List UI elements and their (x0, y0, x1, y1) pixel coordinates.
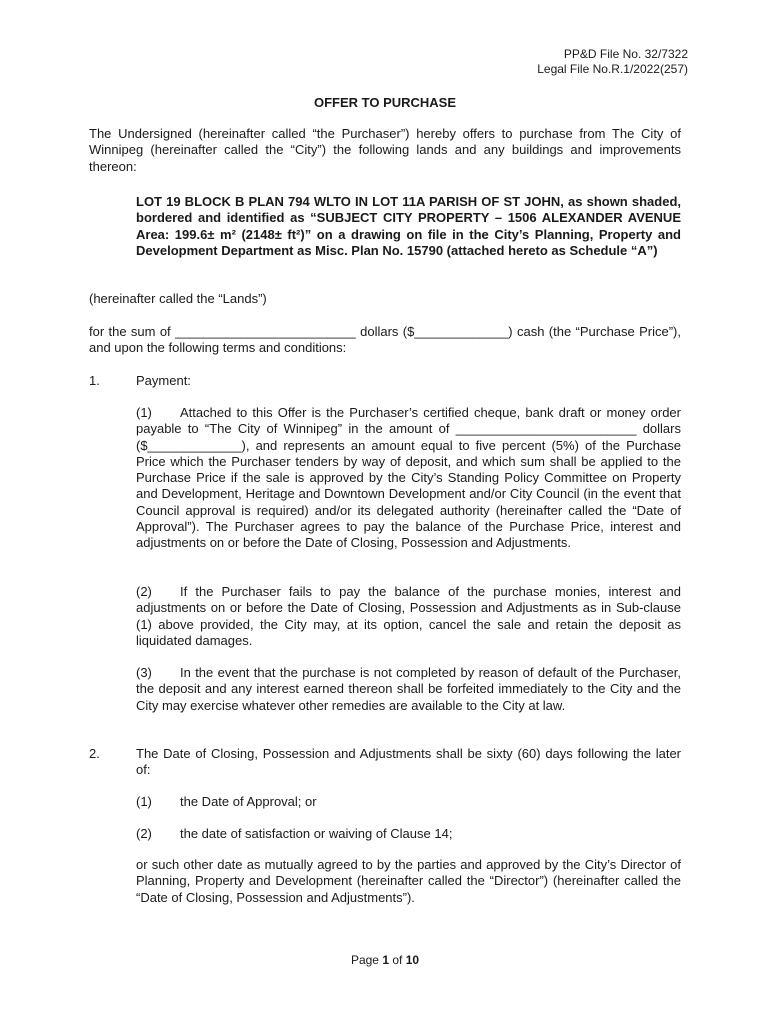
intro-paragraph: The Undersigned (hereinafter called “the Purchaser”) hereby offers to purchase from The City of Winnipeg (hereinafter called the “City”) the following lands and any buildings and improvements thereon: (89, 126, 681, 174)
clause-text: If the Purchaser fails to pay the balance of the purchase monies, interest and adjustments on or before the Date of Closing, Possession and Adjustments as in Sub-clause (1) above provided, the City may, at its option, cancel the sale and retain the deposit as liquidated damages. (136, 584, 681, 648)
ppd-file-number: PP&D File No. 32/7322 (563, 47, 688, 61)
section-1-clause-3 (136, 665, 681, 714)
section-2-closing: or such other date as mutually agreed to by the parties and approved by the City’s Director of Planning, Property and Development (hereinafter called the “Director”) (hereinafter called the “Date of Closing, Possession and Adjustments”). (136, 857, 681, 905)
page-word: Page (350, 953, 379, 967)
section-1-clause-1 (136, 405, 681, 552)
legal-file-number: Legal File No.R.1/2022(257) (537, 62, 688, 76)
section-1-heading: Payment: (136, 373, 191, 388)
lands-description: LOT 19 BLOCK B PLAN 794 WLTO IN LOT 11A PARISH OF ST JOHN, as shown shaded, bordered and identified as “SUBJECT CITY PROPERTY – 1506 ALEXANDER AVENUE Area: 199.6± m² (2148± ft²)” on a drawing on file in the City’s Planning, Property and Development Department as Misc. Plan No. 15790 (attached hereto as Schedule “A”) (136, 194, 681, 258)
file-reference (537, 47, 688, 77)
lands-called-paragraph: (hereinafter called the “Lands”) (89, 291, 267, 306)
clause-text: the Date of Approval; or (180, 794, 317, 809)
section-1-number: 1. (89, 373, 100, 388)
page-footer (0, 952, 770, 968)
document-title: OFFER TO PURCHASE (313, 95, 457, 110)
purchase-price-paragraph: for the sum of _________________________ dollars ($_____________) cash (the “Purchase Price”), and upon the following terms and conditions: (89, 324, 681, 356)
clause-label: (1) (136, 405, 152, 420)
total-pages: 10 (405, 953, 420, 967)
section-1-clause-2 (136, 584, 681, 649)
section-2-heading: The Date of Closing, Possession and Adjustments shall be sixty (60) days following the later of: (136, 746, 681, 778)
clause-text: the date of satisfaction or waiving of Clause 14; (180, 826, 453, 841)
section-2-clause-2 (136, 826, 681, 842)
clause-label: (2) (136, 584, 152, 599)
clause-text: Attached to this Offer is the Purchaser’s certified cheque, bank draft or money order payable to “The City of Winnipeg” in the amount of _________________________ dollars ($_____________), and represents an amount equal to five percent (5%) of the Purchase Price which the Purchaser tenders by way of deposit, and which sum shall be applied to the Purchase Price if the sale is approved by the City’s Standing Policy Committee on Property and Development, Heritage and Downtown Development and/or City Council (in the event that Council approval is required) and/or its delegated authority (hereinafter called the “Date of Approval”). The Purchaser agrees to pay the balance of the Purchase Price, interest and adjustments on or before the Date of Closing, Possession and Adjustments. (136, 405, 681, 551)
clause-label: (1) (136, 794, 152, 809)
section-2-number: 2. (89, 746, 100, 761)
clause-label: (3) (136, 665, 152, 680)
section-2-clause-1 (136, 794, 681, 810)
of-word: of (392, 953, 403, 967)
clause-label: (2) (136, 826, 152, 841)
clause-text: In the event that the purchase is not completed by reason of default of the Purchaser, the deposit and any interest earned thereon shall be forfeited immediately to the City and the City may exercise whatever other remedies are available to the City at law. (136, 665, 681, 713)
page-number: 1 (382, 953, 389, 967)
